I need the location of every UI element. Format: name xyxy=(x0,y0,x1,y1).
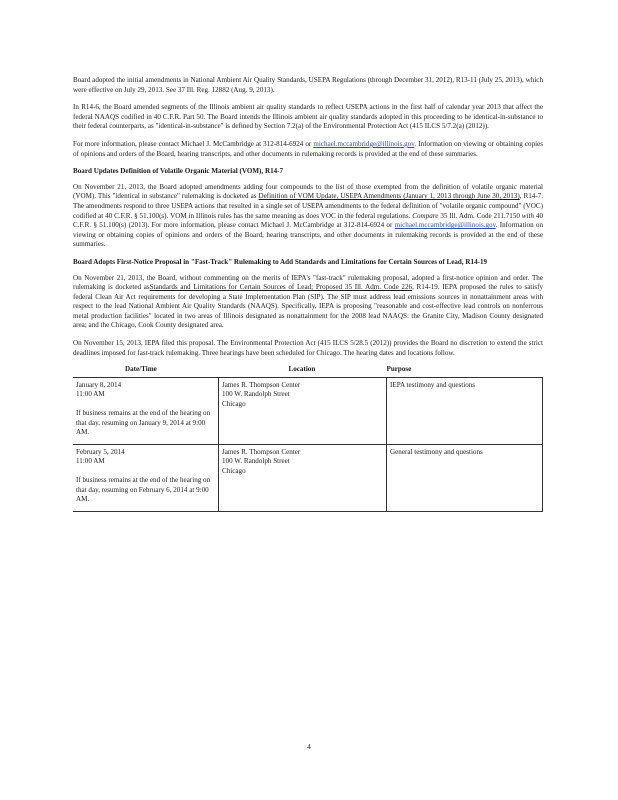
cell-purpose: General testimony and questions xyxy=(387,444,543,511)
cell-purpose: IEPA testimony and questions xyxy=(387,377,543,444)
heading-lead-rulemaking: Board Adopts First-Notice Proposal in "Fast-Track" Rulemaking to Add Standards and Limitations for Certain Sources of Lead, R14-19 xyxy=(73,257,488,266)
paragraph-fast-track: On November 15, 2013, IEPA filed this proposal. The Environmental Protection Act (415 ILCS 5/28.5 (2012)) provides the Board no discretion to extend the strict deadlines imposed for fast-track rulemaking. Three hearings have been scheduled for Chicago. The hearing dates and locations follow. xyxy=(73,339,543,357)
cell-location xyxy=(219,444,387,511)
heading-vom-definition: Board Updates Definition of Volatile Organic Material (VOM), R14-7 xyxy=(73,167,284,176)
location-building: James R. Thompson Center xyxy=(222,447,301,456)
hearing-time: 11:00 AM xyxy=(76,390,105,399)
cell-location xyxy=(219,377,387,444)
with-signal: with xyxy=(521,211,535,220)
hearing-date: February 5, 2014 xyxy=(76,447,125,456)
r14-7-text-d: 40 C.F.R. § 51.100(s) (2013). For more information, please contact Michael J. McCambridge at 312-814-6924 or xyxy=(73,211,544,230)
column-header-date: Date/Time xyxy=(73,364,219,377)
paragraph-r14-7 xyxy=(73,183,543,250)
contact-text: For more information, please contact Michael J. McCambridge at 312-814-6924 or xyxy=(73,139,312,148)
column-header-location: Location xyxy=(219,364,387,377)
r14-7-text-b: , R14-7. The amendments respond to three USEPA actions that resulted in a single set of USEPA amendments to the federal definition of "volatile organic compound" (VOC) codified at 40 C.F.R. § 51.100(s). VOM in Illinois rules has the same meaning as does VOC in the federal regulations. xyxy=(73,192,543,220)
hearing-continuation-note: If business remains at the end of the hearing on that day, resuming on January 9, 2014 at 9:00 AM. xyxy=(76,409,211,437)
page-number: 4 xyxy=(307,742,311,751)
table-row xyxy=(73,444,543,511)
r14-7-text-a: On November 21, 2013, the Board adopted amendments adding four compounds to the list of those exempted from the definition of volatile organic material (VOM). This "identical in substance" rulemaking is docketed as xyxy=(73,182,543,201)
r14-19-text-b: , R14-19. IEPA proposed the rules to satisfy federal Clean Air Act requirements for developing a State Implementation Plan (SIP). The SIP must address lead emissions sources in nonattainment areas with respect to the lead National Ambient Air Quality Standards (NAAQS). Specifically, IEPA is proposing "reasonable and cost-effective lead controls on nonferrous metal production facilities" located in two areas of Illinois designated as nonattainment for the 2008 lead NAAQS: the Granite City, Madison County designated area; and the Chicago, Cook County designated area. xyxy=(73,283,544,330)
location-city: Chicago xyxy=(222,467,246,475)
docket-title-vom: Definition of VOM Update, USEPA Amendments (January 1, 2013 through June 30, 2013) xyxy=(258,192,520,201)
hearing-time: 11:00 AM xyxy=(76,457,105,466)
email-link[interactable]: michael.mccambridge@illinois.gov xyxy=(313,139,415,148)
hearing-date: January 8, 2014 xyxy=(76,380,122,389)
cell-date-time xyxy=(73,444,219,511)
paragraph-naaqs-intro: Board adopted the initial amendments in National Ambient Air Quality Standards, USEPA Regulations (through December 31, 2012), R13-11 (July 25, 2013), which were effective on July 29, 2013. See 37 Ill. Reg. 12882 (Aug. 9, 2013). xyxy=(73,76,543,94)
docket-title-lead: Standards and Limitations for Certain Sources of Lead; Proposed 35 Ill. Adm. Code 226 xyxy=(149,283,413,292)
location-street: 100 W. Randolph Street xyxy=(222,457,290,466)
table-row xyxy=(73,377,543,444)
cell-date-time xyxy=(73,377,219,444)
paragraph-contact-1 xyxy=(73,140,543,159)
paragraph-r14-6: In R14-6, the Board amended segments of the Illinois ambient air quality standards to reflect USEPA actions in the first half of calendar year 2013 that affect the federal NAAQS codified in 40 C.F.R. Part 50. The Board intends the Illinois ambient air quality standards adopted in this proceeding to be identical-in-substance to their federal counterparts, as "identical-in-substance" is defined by Section 7.2(a) of the Environmental Protection Act (415 ILCS 5/7.2(a) (2012)). xyxy=(73,103,543,131)
column-header-purpose: Purpose xyxy=(387,364,543,377)
r14-19-text-a: On November 21, 2013, the Board, without commenting on the merits of IEPA's "fast-track" rulemaking proposal, adopted a first-notice opinion and order. The rulemaking is docketed as xyxy=(73,273,543,292)
location-building: James R. Thompson Center xyxy=(222,380,301,389)
compare-signal: Compare xyxy=(412,211,439,220)
contact-text-tail: . Information on viewing or obtaining copies of opinions and orders of the Board, hearing transcripts, and other documents in rulemaking records is provided at the end of these summaries. xyxy=(73,139,544,158)
paragraph-r14-19 xyxy=(73,274,543,332)
location-street: 100 W. Randolph Street xyxy=(222,390,290,399)
document-page xyxy=(73,76,543,512)
email-link[interactable]: michael.mccambridge@illinois.gov xyxy=(394,221,496,230)
hearing-continuation-note: If business remains at the end of the hearing on that day, resuming on February 6, 2014 at 9:00 AM. xyxy=(76,476,211,504)
hearing-schedule-table xyxy=(73,364,543,512)
r14-7-text-e: . Information on viewing or obtaining copies of opinions and orders of the Board, hearing transcripts, and other documents in rulemaking records is provided at the end of these summaries. xyxy=(73,221,544,249)
location-city: Chicago xyxy=(222,400,246,409)
table-header-row xyxy=(73,364,543,377)
citation-ill-adm-code: 35 Ill. Adm. Code 211.7150 xyxy=(440,211,520,220)
